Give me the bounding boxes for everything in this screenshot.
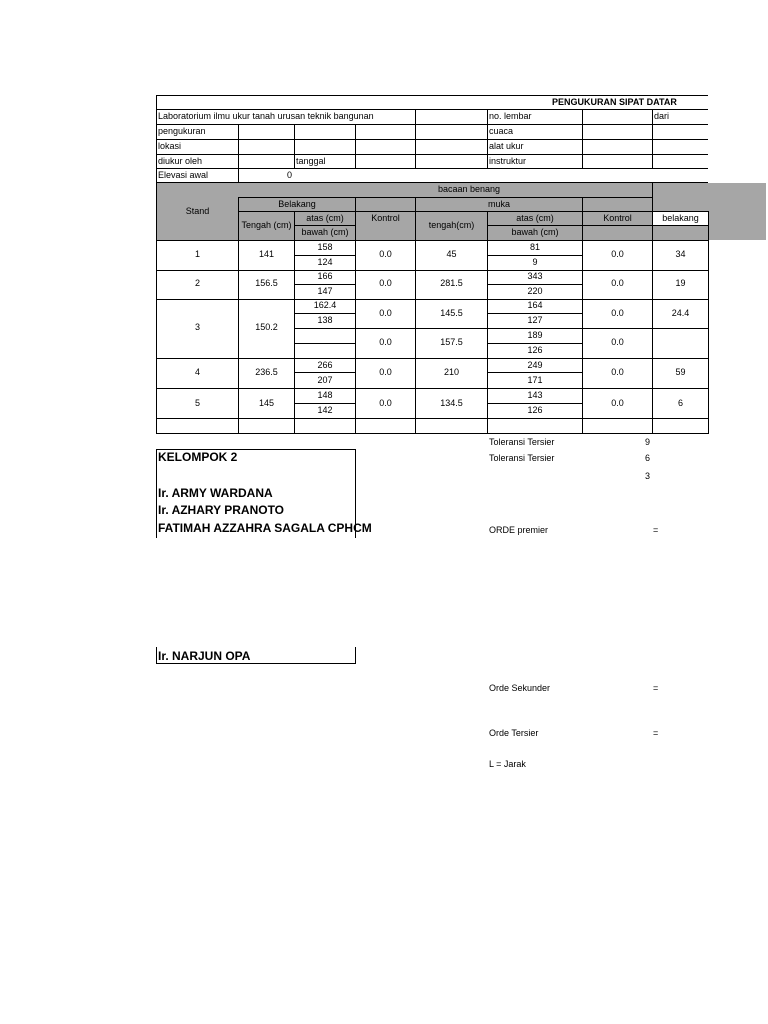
grid-line <box>487 372 582 373</box>
header-atas-front: atas (cm) <box>516 213 554 223</box>
grid-line <box>294 372 355 373</box>
group-title: KELOMPOK 2 <box>158 450 238 464</box>
header-bacaan-benang: bacaan benang <box>437 184 501 194</box>
row4-muka-bawah: 171 <box>527 375 543 385</box>
row5-muka-kontrol: 0.0 <box>611 398 624 408</box>
row3-muka-tengah: 145.5 <box>440 308 463 318</box>
row2-tengah: 156.5 <box>255 278 278 288</box>
row4-muka-tengah: 210 <box>443 367 460 377</box>
row3-stand: 3 <box>194 322 200 332</box>
row5-muka-tengah: 134.5 <box>440 398 463 408</box>
label-instruktur: instruktur <box>489 156 527 166</box>
row1-muka-bawah: 9 <box>532 257 538 267</box>
label-diukur-oleh: diukur oleh <box>158 156 203 166</box>
grid-line <box>355 124 356 168</box>
row2-kontrol: 0.0 <box>379 278 392 288</box>
grid-line <box>294 124 295 168</box>
toleransi-label-1: Toleransi Tersier <box>489 437 555 447</box>
row2-muka-kontrol: 0.0 <box>611 278 624 288</box>
toleransi-value-1: 9 <box>645 437 651 447</box>
row3b-kontrol: 0.0 <box>379 337 392 347</box>
row1-atas: 158 <box>317 242 333 252</box>
row5-tengah: 145 <box>258 398 275 408</box>
row4-muka-kontrol: 0.0 <box>611 367 624 377</box>
grid-line <box>238 124 239 182</box>
supervisor-box-left <box>156 647 157 664</box>
orde-tersier-label: Orde Tersier <box>489 728 539 738</box>
header-atas-back: atas (cm) <box>306 213 344 223</box>
row1-bawah: 124 <box>317 257 333 267</box>
label-lokasi: lokasi <box>158 141 182 151</box>
group-member-1: Ir. ARMY WARDANA <box>158 486 273 500</box>
row3b-muka-tengah: 157.5 <box>440 337 463 347</box>
grid-line <box>156 270 708 271</box>
row3b-muka-bawah: 126 <box>527 345 543 355</box>
row5-bawah: 142 <box>317 405 333 415</box>
grid-line <box>708 211 709 434</box>
label-elevasi-awal: Elevasi awal <box>158 170 209 180</box>
toleransi-value-2: 6 <box>645 453 651 463</box>
row4-stand: 4 <box>194 367 200 377</box>
jarak-note: L = Jarak <box>489 759 526 769</box>
row3-muka-bawah: 127 <box>527 315 543 325</box>
row5-muka-atas: 143 <box>527 390 543 400</box>
grid-line <box>156 95 157 434</box>
header-kontrol-front: Kontrol <box>603 213 632 223</box>
label-dari: dari <box>654 111 670 121</box>
row4-muka-atas: 249 <box>527 360 543 370</box>
orde-sekunder-label: Orde Sekunder <box>489 683 551 693</box>
row3-atas: 162.4 <box>313 300 337 310</box>
header-belakang: Belakang <box>278 199 316 209</box>
supervisor-name: Ir. NARJUN OPA <box>158 649 251 663</box>
header-bawah-back: bawah (cm) <box>301 227 349 237</box>
label-no-lembar: no. lembar <box>489 111 532 121</box>
row4-jarak: 59 <box>675 367 686 377</box>
orde-tersier-equals: = <box>653 728 659 738</box>
row4-bawah: 207 <box>317 375 333 385</box>
row1-kontrol: 0.0 <box>379 249 392 259</box>
row3-bawah: 138 <box>317 315 333 325</box>
row5-kontrol: 0.0 <box>379 398 392 408</box>
grid-line <box>294 343 355 344</box>
grid-line <box>156 433 708 434</box>
elevasi-awal-value: 0 <box>287 170 293 180</box>
row4-kontrol: 0.0 <box>379 367 392 377</box>
toleransi-label-2: Toleransi Tersier <box>489 453 555 463</box>
header-muka: muka <box>487 199 510 209</box>
grid-line <box>652 109 653 168</box>
extra-value: 3 <box>645 471 651 481</box>
row2-muka-atas: 343 <box>527 271 543 281</box>
row3-kontrol: 0.0 <box>379 308 392 318</box>
grid-line <box>156 418 708 419</box>
row2-bawah: 147 <box>317 286 333 296</box>
row5-stand: 5 <box>194 398 200 408</box>
grid-line <box>156 388 708 389</box>
row5-atas: 148 <box>317 390 333 400</box>
header-tengah-back: Tengah (cm) <box>241 220 292 230</box>
row5-jarak: 6 <box>677 398 683 408</box>
label-alat-ukur: alat ukur <box>489 141 524 151</box>
orde-premier-label: ORDE premier <box>489 525 549 535</box>
header-bawah-front: bawah (cm) <box>511 227 559 237</box>
label-pengukuran: pengukuran <box>158 126 206 136</box>
row1-tengah: 141 <box>258 249 275 259</box>
group-member-2: Ir. AZHARY PRANOTO <box>158 503 285 517</box>
row1-muka-atas: 81 <box>529 242 540 252</box>
grid-line <box>156 358 708 359</box>
row3-muka-atas: 164 <box>527 300 543 310</box>
row2-stand: 2 <box>194 278 200 288</box>
row4-atas: 266 <box>317 360 333 370</box>
grid-line <box>487 109 488 168</box>
header-belakang-right: belakang <box>662 213 699 223</box>
sheet-title: PENGUKURAN SIPAT DATAR <box>552 97 677 107</box>
row1-jarak: 34 <box>675 249 686 259</box>
label-laboratorium: Laboratorium ilmu ukur tanah urusan teknik bangunan <box>158 111 374 121</box>
grid-line <box>415 109 416 168</box>
group-member-3: FATIMAH AZZAHRA SAGALA CPHCM <box>158 521 372 535</box>
row2-atas: 166 <box>317 271 333 281</box>
row1-muka-tengah: 45 <box>446 249 457 259</box>
row5-muka-bawah: 126 <box>527 405 543 415</box>
orde-sekunder-equals: = <box>653 683 659 693</box>
group-box-left <box>156 449 157 538</box>
header-tengah-front: tengah(cm) <box>428 220 475 230</box>
row3-muka-kontrol: 0.0 <box>611 308 624 318</box>
row3b-muka-kontrol: 0.0 <box>611 337 624 347</box>
orde-premier-equals: = <box>653 525 659 535</box>
row3-tengah: 150.2 <box>255 322 278 332</box>
row2-muka-tengah: 281.5 <box>440 278 463 288</box>
row1-stand: 1 <box>194 249 200 259</box>
grid-line <box>582 109 583 168</box>
header-kontrol-back: Kontrol <box>371 213 400 223</box>
row4-tengah: 236.5 <box>255 367 278 377</box>
row2-muka-bawah: 220 <box>527 286 543 296</box>
label-tanggal: tanggal <box>296 156 326 166</box>
row2-jarak: 19 <box>675 278 686 288</box>
row3b-muka-atas: 189 <box>527 330 543 340</box>
row3-jarak: 24.4 <box>671 308 690 318</box>
label-cuaca: cuaca <box>489 126 514 136</box>
header-stand: Stand <box>185 206 210 216</box>
row1-muka-kontrol: 0.0 <box>611 249 624 259</box>
grid-line <box>156 299 708 300</box>
supervisor-box-right <box>355 647 356 664</box>
